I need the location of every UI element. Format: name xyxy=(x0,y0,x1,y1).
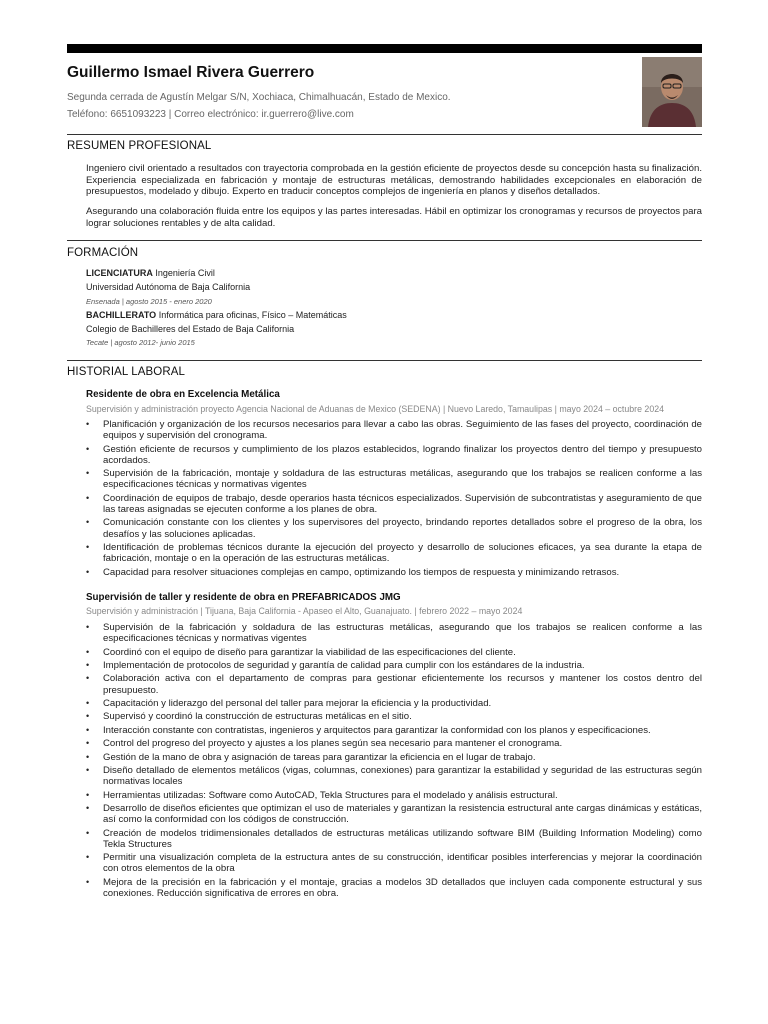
degree-field: Informática para oficinas, Físico – Matemáticas xyxy=(158,310,347,320)
candidate-contact: Teléfono: 6651093223 | Correo electrónico: ir.guerrero@live.com xyxy=(67,109,354,120)
education-heading: FORMACIÓN xyxy=(67,247,139,259)
job-bullet-item: • Interacción constante con contratistas, ingenieros y arquitectos para garantizar la conformidad con los planos y especificaciones. xyxy=(86,725,702,736)
candidate-name: Guillermo Ismael Rivera Guerrero xyxy=(67,64,315,81)
job-bullet-list xyxy=(86,622,702,901)
job-bullet-item: • Coordinación de equipos de trabajo, desde operarios hasta técnicos especializados. Supervisión de subcontratistas y aseguramiento de que las tareas asignadas se ejecuten conforme a los planes de obra. xyxy=(86,493,702,515)
job-bullet-item: • Planificación y organización de los recursos necesarios para llevar a cabo las obras. Seguimiento de las fases del proyecto, coordinación de equipos y supervisión del cronograma. xyxy=(86,419,702,441)
education-meta: Tecate | agosto 2012- junio 2015 xyxy=(86,338,195,347)
job-bullet-item: • Desarrollo de diseños eficientes que optimizan el uso de materiales y garantizan la resistencia estructural ante cargas dinámicas y estáticas, así como la conformidad con los códigos de construcción. xyxy=(86,803,702,825)
degree-level: BACHILLERATO xyxy=(86,310,157,320)
job-meta: Supervisión y administración | Tijuana, Baja California - Apaseo el Alto, Guanajuato. | febrero 2022 – mayo 2024 xyxy=(86,606,523,616)
work-heading: HISTORIAL LABORAL xyxy=(67,366,186,378)
job-meta: Supervisión y administración proyecto Agencia Nacional de Aduanas de Mexico (SEDENA) | Nuevo Laredo, Tamaulipas | mayo 2024 – octubre 2024 xyxy=(86,404,664,414)
section-divider xyxy=(67,240,702,241)
job-bullet-item: • Identificación de problemas técnicos durante la ejecución del proyecto y desarrollo de soluciones eficaces, ya sea durante la etapa de fabricación, montaje o en la operación de las estructuras metálicas. xyxy=(86,542,702,564)
job-bullet-item: • Implementación de protocolos de seguridad y garantía de calidad para cumplir con los estándares de la industria. xyxy=(86,660,702,671)
job-bullet-item: • Gestión eficiente de recursos y cumplimiento de los plazos establecidos, logrando finalizar los proyectos dentro del tiempo y presupuesto acordados. xyxy=(86,444,702,466)
education-degree xyxy=(86,310,347,320)
job-bullet-item: • Colaboración activa con el departamento de compras para gestionar eficientemente los recursos y mantener los costos dentro del presupuesto. xyxy=(86,673,702,695)
job-bullet-item: • Permitir una visualización completa de la estructura antes de su construcción, identificar posibles interferencias y mejorar la coordinación con otros elementos de la obra xyxy=(86,852,702,874)
profile-photo-image xyxy=(642,57,702,127)
education-meta: Ensenada | agosto 2015 - enero 2020 xyxy=(86,297,212,306)
degree-level: LICENCIATURA xyxy=(86,268,153,278)
job-bullet-item: • Capacitación y liderazgo del personal del taller para mejorar la eficiencia y la productividad. xyxy=(86,698,702,709)
job-bullet-item: • Supervisión de la fabricación y soldadura de las estructuras metálicas, asegurando que los trabajos se realicen conforme a las especificaciones técnicas y normativas vigentes xyxy=(86,622,702,644)
degree-field: Ingeniería Civil xyxy=(155,268,215,278)
summary-heading: RESUMEN PROFESIONAL xyxy=(67,140,212,152)
job-bullet-item: • Coordinó con el equipo de diseño para garantizar la viabilidad de las especificaciones del cliente. xyxy=(86,647,702,658)
section-divider xyxy=(67,360,702,361)
job-bullet-item: • Supervisión de la fabricación, montaje y soldadura de las estructuras metálicas, asegurando que los trabajos se realicen conforme a las especificaciones técnicas y normativas vigentes xyxy=(86,468,702,490)
summary-paragraph-1: Ingeniero civil orientado a resultados con trayectoria comprobada en la gestión eficiente de proyectos desde su concepción hasta su finalización. Experiencia especializada en fabricación y montaje de estructuras metálicas, demostrando habilidades excepcionales en elaboración de presupuestos, modelado y dibujo. Experto en traducir conceptos complejos de ingeniería en planos y diseños detallados. xyxy=(86,163,702,197)
profile-photo xyxy=(642,57,702,127)
job-bullet-item: • Gestión de la mano de obra y asignación de tareas para garantizar la eficiencia en el lugar de trabajo. xyxy=(86,752,702,763)
header-bar xyxy=(67,44,702,53)
job-bullet-item: • Capacidad para resolver situaciones complejas en campo, optimizando los tiempos de respuesta y minimizando retrasos. xyxy=(86,567,702,578)
candidate-address: Segunda cerrada de Agustín Melgar S/N, Xochiaca, Chimalhuacán, Estado de Mexico. xyxy=(67,92,451,103)
summary-paragraph-2: Asegurando una colaboración fluida entre los equipos y las partes interesadas. Hábil en optimizar los cronogramas y recursos de proyectos para lograr soluciones rentables y de alta calidad. xyxy=(86,206,702,229)
job-title: Supervisión de taller y residente de obra en PREFABRICADOS JMG xyxy=(86,592,401,603)
job-bullet-item: • Control del progreso del proyecto y ajustes a los planes según sea necesario para mantener el cronograma. xyxy=(86,738,702,749)
job-title: Residente de obra en Excelencia Metálica xyxy=(86,389,280,400)
job-bullet-item: • Herramientas utilizadas: Software como AutoCAD, Tekla Structures para el modelado y análisis estructural. xyxy=(86,790,702,801)
job-bullet-item: • Comunicación constante con los clientes y los supervisores del proyecto, brindando reportes detallados sobre el progreso de la obra, los desafíos y las soluciones aplicadas. xyxy=(86,517,702,539)
job-bullet-item: • Creación de modelos tridimensionales detallados de estructuras metálicas utilizando software BIM (Building Information Modeling) como Tekla Structures xyxy=(86,828,702,850)
education-school: Colegio de Bachilleres del Estado de Baja California xyxy=(86,324,295,334)
job-bullet-item: • Supervisó y coordinó la construcción de estructuras metálicas en el sitio. xyxy=(86,711,702,722)
job-bullet-item: • Diseño detallado de elementos metálicos (vigas, columnas, conexiones) para garantizar la estabilidad y seguridad de las estructuras según normativas locales xyxy=(86,765,702,787)
job-bullet-list xyxy=(86,419,702,580)
job-bullet-item: • Mejora de la precisión en la fabricación y el montaje, gracias a modelos 3D detallados que incluyen cada componente estructural y sus conexiones. Reducción significativa de errores en obra. xyxy=(86,877,702,899)
education-school: Universidad Autónoma de Baja California xyxy=(86,282,251,292)
education-degree xyxy=(86,268,215,278)
section-divider xyxy=(67,134,702,135)
